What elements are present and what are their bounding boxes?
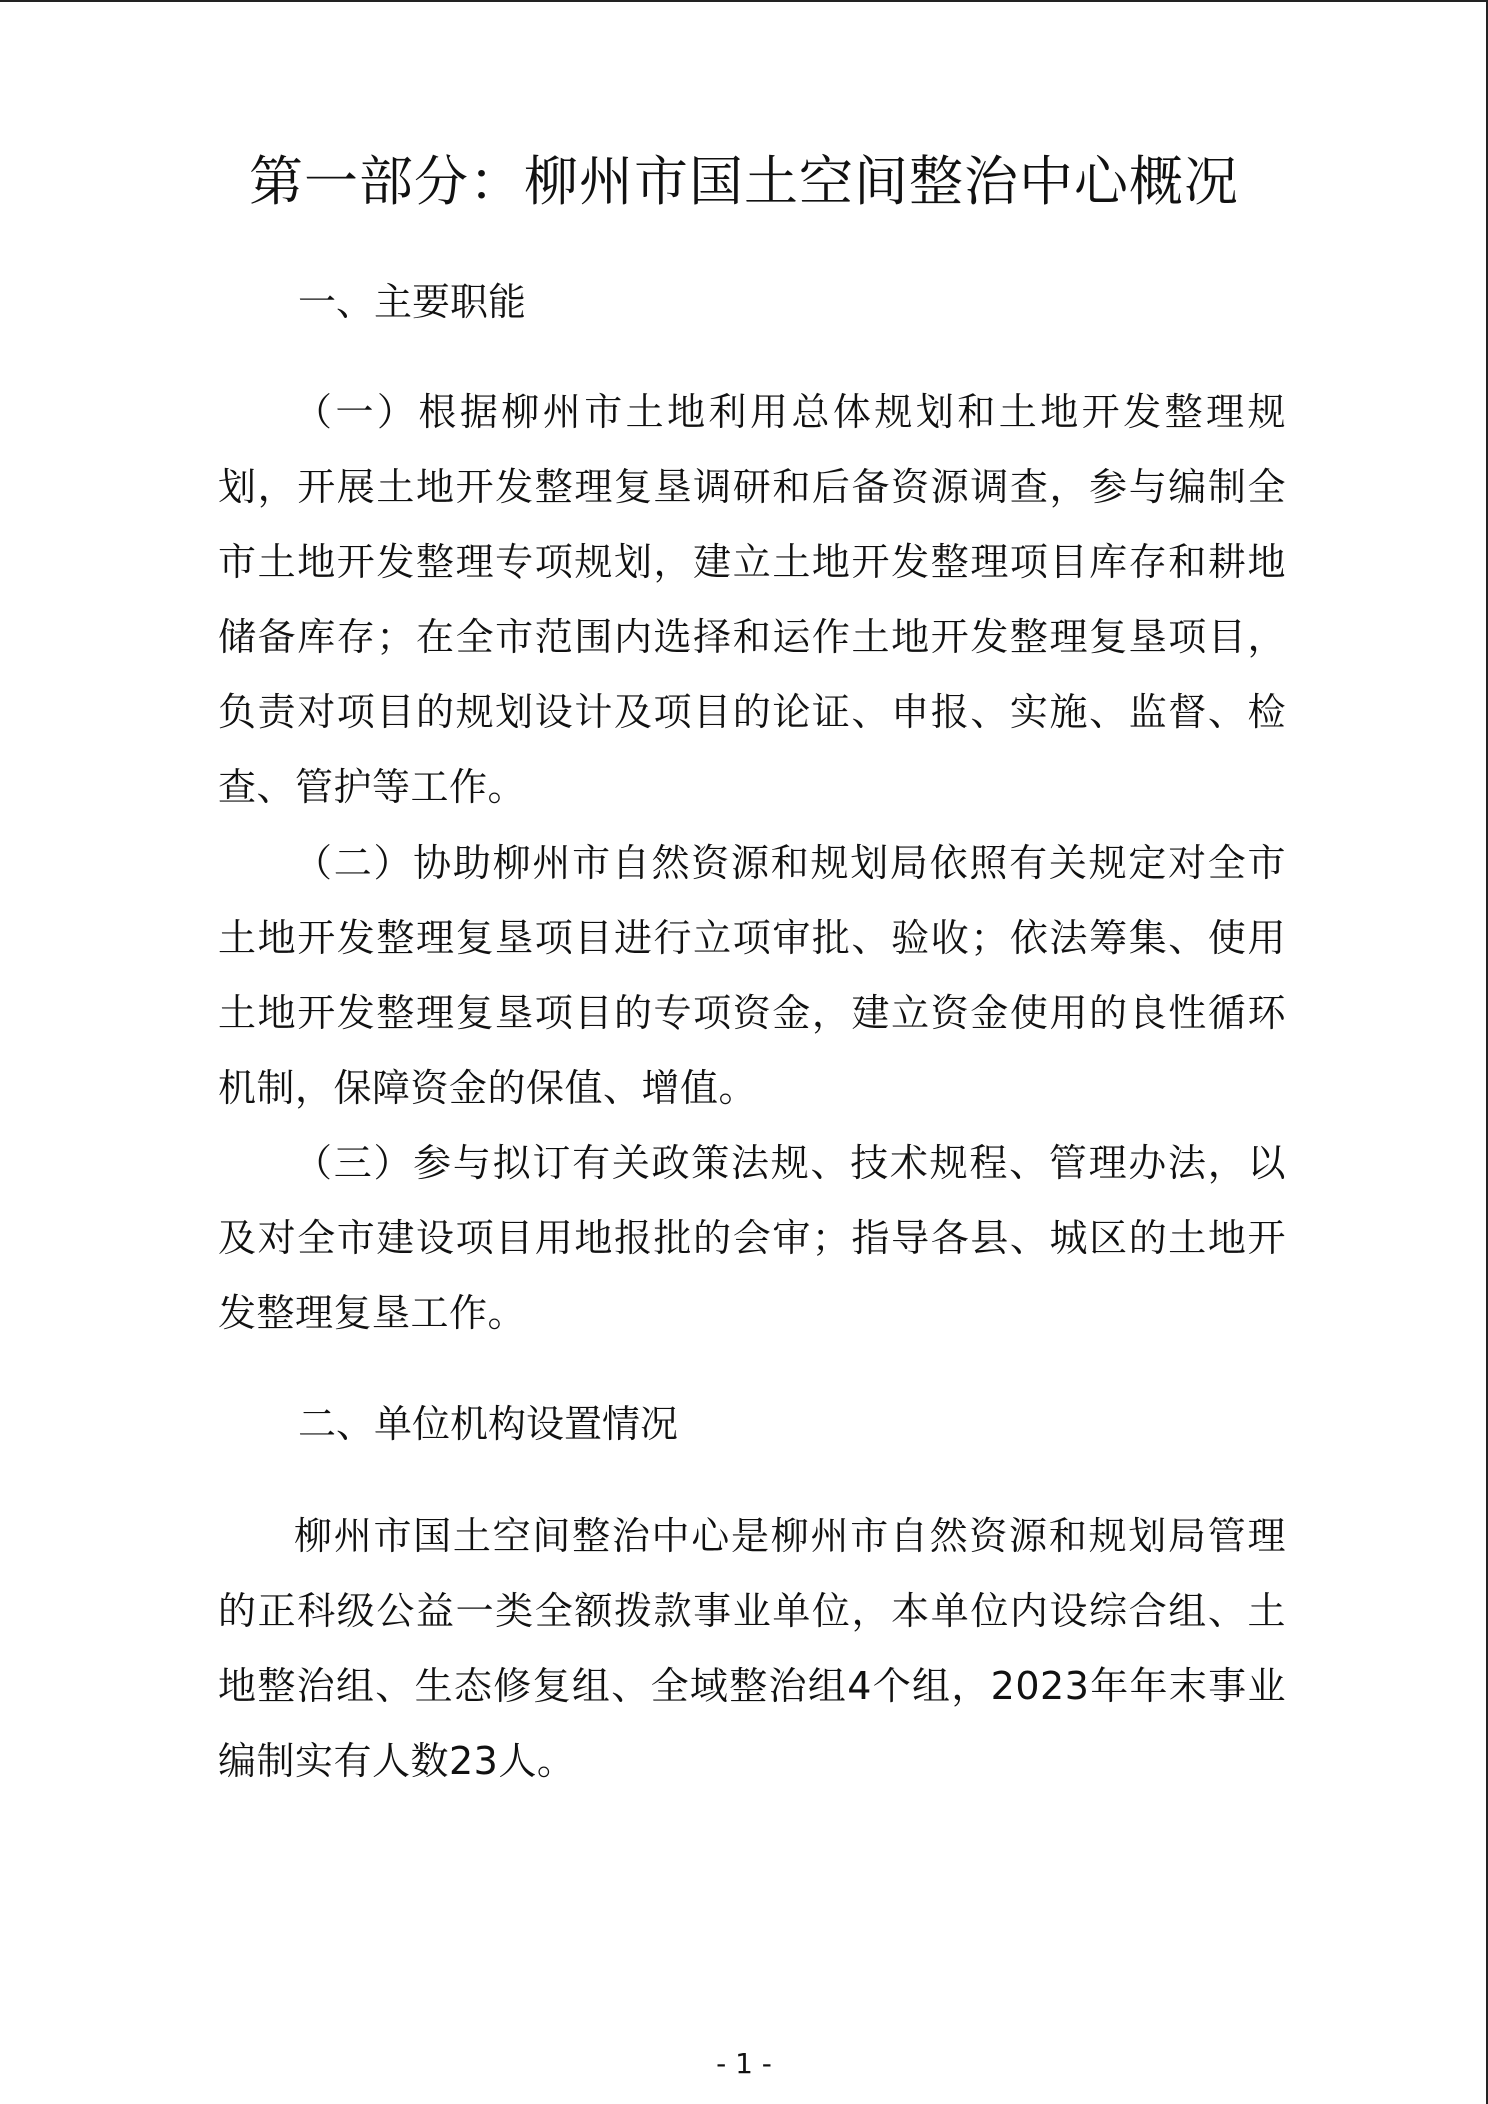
page-title: 第一部分：柳州市国土空间整治中心概况 <box>249 150 1239 213</box>
section-heading-main-functions: 一、主要职能 <box>298 280 527 324</box>
paragraph-function-1: （一）根据柳州市土地利用总体规划和土地开发整理规划，开展土地开发整理复垦调研和后备资源调查，参与编制全市土地开发整理专项规划，建立土地开发整理项目库存和耕地储备库存；在全市范围内选择和运作土地开发整理复垦项目，负责对项目的规划设计及项目的论证、申报、实施、监督、检查、管护等工作。 <box>218 390 1286 809</box>
page-number: - 1 - <box>716 2047 772 2080</box>
paragraph-function-2: （二）协助柳州市自然资源和规划局依照有关规定对全市土地开发整理复垦项目进行立项审批、验收；依法筹集、使用土地开发整理复垦项目的专项资金，建立资金使用的良性循环机制，保障资金的保值、增值。 <box>218 841 1286 1110</box>
paragraph-function-3: （三）参与拟订有关政策法规、技术规程、管理办法，以及对全市建设项目用地报批的会审；指导各县、城区的土地开发整理复垦工作。 <box>218 1141 1286 1335</box>
paragraph-organization: 柳州市国土空间整治中心是柳州市自然资源和规划局管理的正科级公益一类全额拨款事业单位，本单位内设综合组、土地整治组、生态修复组、全域整治组4个组，2023年年末事业编制实有人数23人。 <box>218 1514 1286 1783</box>
section-heading-organization: 二、单位机构设置情况 <box>298 1402 679 1446</box>
